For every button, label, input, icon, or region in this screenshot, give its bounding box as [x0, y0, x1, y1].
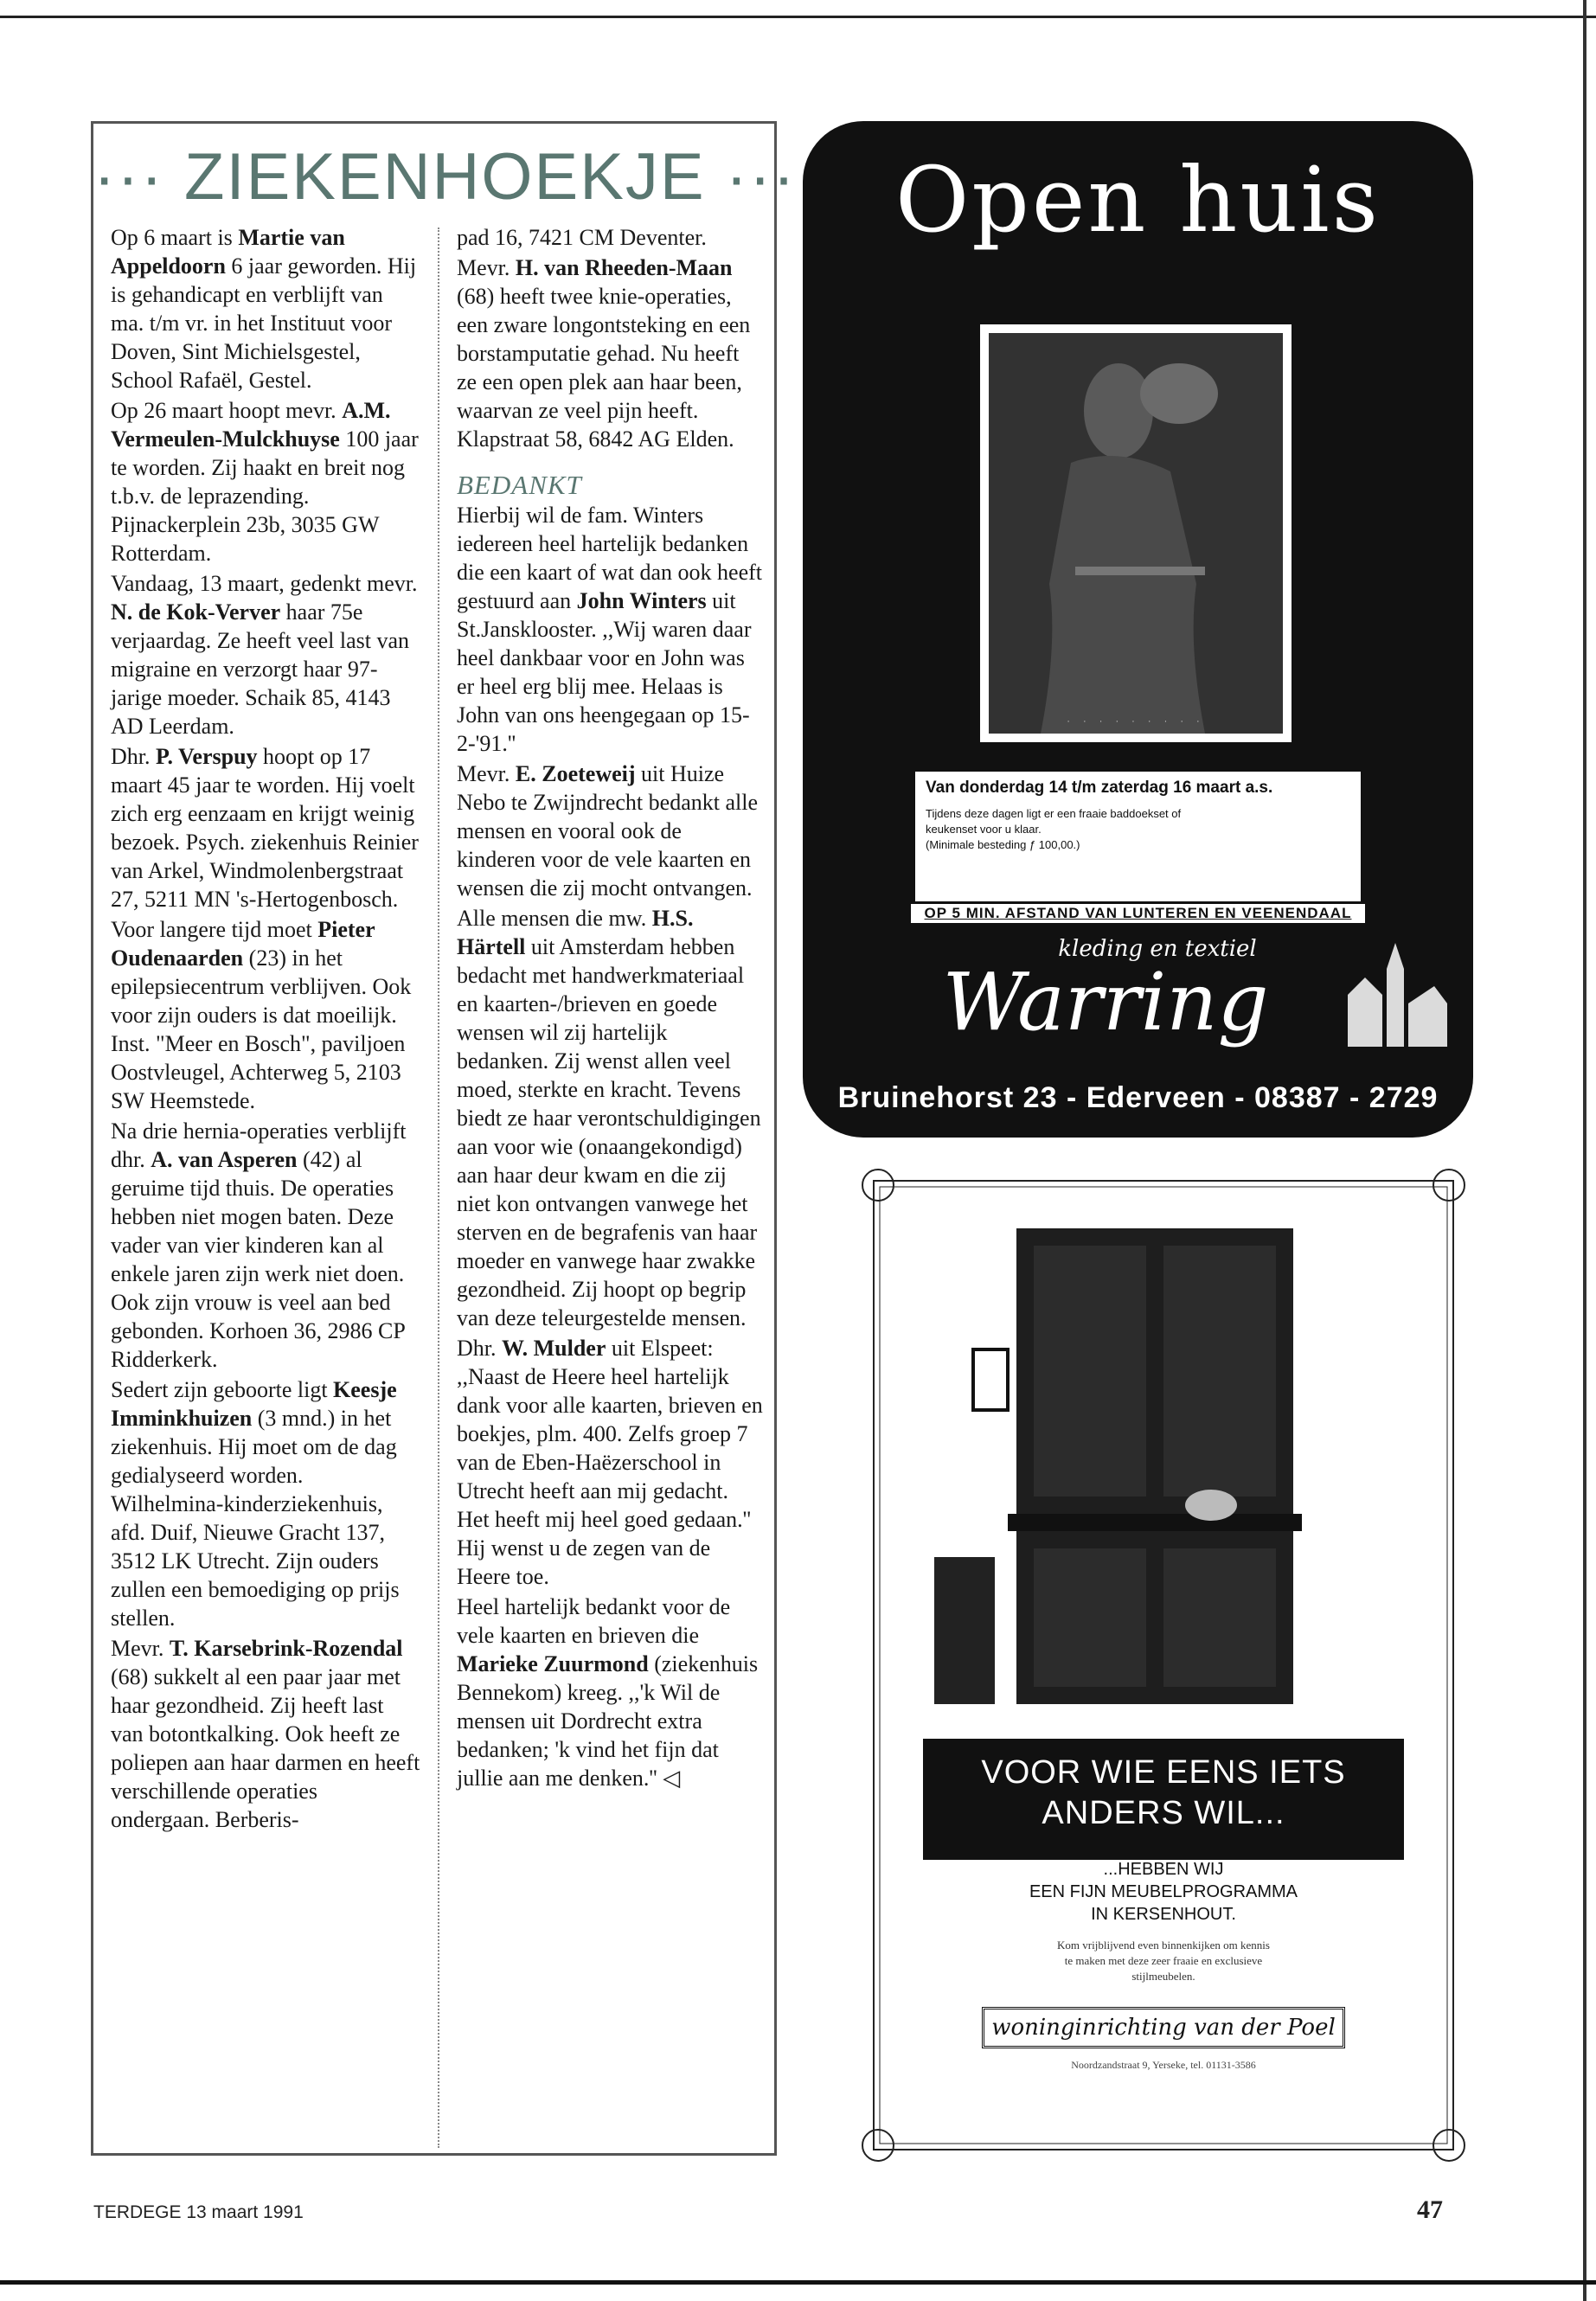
woman-flowers-photo — [980, 324, 1292, 742]
paragraph-text: Dhr. — [111, 744, 156, 769]
paragraph-text: Mevr. — [111, 1636, 170, 1661]
headline-box — [923, 1739, 1404, 1860]
paragraph-text: (68) heeft twee knie-operaties, een zware longontsteking en een borstamputatie gehad. Nu heeft ze een open plek aan haar been, waarvan ze veel pijn heeft. Klapstraat 58, 6842 AG Elden. — [457, 284, 751, 452]
paragraph-text: (3 mnd.) in het ziekenhuis. Hij moet om de dag gedialyseerd worden. Wilhelmina-kinderziekenhuis, afd. Duif, Nieuwe Gracht 137, 3512 LK Utrecht. Zijn ouders zullen een bemoediging op prijs stellen. — [111, 1406, 400, 1631]
paragraph-text: uit St.Jansklooster. ,,Wij waren daar heel dankbaar voor en John was er heel erg blij mee. Helaas is John van ons heengegaan op 15-2-'91.'' — [457, 588, 752, 756]
detail-line-3: (Minimale besteding ƒ 100,00.) — [926, 838, 1080, 851]
paragraph — [111, 742, 420, 913]
paragraph-text: Mevr. — [457, 761, 516, 786]
paragraph — [457, 1593, 764, 1792]
paragraph-text: Dhr. — [457, 1336, 502, 1361]
paragraph-text: 100 jaar te worden. Zij haakt en breit nog t.b.v. de leprazending. Pijnackerplein 23b, 3035 GW Rotterdam. — [111, 426, 419, 566]
person-name: H.S. Härtell — [457, 906, 694, 959]
left-column — [111, 223, 420, 1836]
invitation-line-1: Kom vrijblijvend even binnenkijken om kennis — [1057, 1939, 1270, 1952]
paragraph-text: Op 6 maart is — [111, 225, 239, 250]
paragraph-text: Hierbij wil de fam. Winters iedereen heel hartelijk bedanken die een kaart of wat dan ook heeft gestuurd aan — [457, 503, 763, 613]
subheadline-line-2: EEN FIJN MEUBELPROGRAMMA — [1029, 1882, 1298, 1901]
page-edge-bottom — [0, 2280, 1596, 2285]
person-name: A. van Asperen — [151, 1147, 298, 1172]
person-name: A.M. Vermeulen-Mulckhuyse — [111, 398, 391, 452]
bedankt-heading: BEDANKT — [457, 470, 582, 500]
detail-line-2: keukenset voor u klaar. — [926, 823, 1042, 836]
paragraph — [457, 253, 764, 453]
paragraph — [457, 904, 764, 1332]
paragraph-text: pad 16, 7421 CM Deventer. — [457, 225, 707, 250]
column-divider — [438, 228, 439, 2148]
van-der-poel-logo: woninginrichting van der Poel — [982, 2007, 1345, 2048]
logo-tagline: kleding en textiel — [1058, 936, 1257, 962]
furniture-address: Noordzandstraat 9, Yerseke, tel. 01131-3586 — [1071, 2059, 1256, 2071]
open-huis-details — [915, 772, 1361, 901]
person-name: T. Karsebrink-Rozendal — [169, 1636, 403, 1661]
person-name: Marieke Zuurmond — [457, 1651, 649, 1676]
paragraph-text: Op 26 maart hoopt mevr. — [111, 398, 343, 423]
paragraph-text: Voor langere tijd moet — [111, 917, 318, 942]
page-number: 47 — [1417, 2195, 1443, 2224]
person-name: H. van Rheeden-Maan — [515, 255, 733, 280]
location-strip: OP 5 MIN. AFSTAND VAN LUNTEREN EN VEENENDAAL — [911, 904, 1365, 923]
paragraph-text: Alle mensen die mw. — [457, 906, 652, 931]
paragraph-text: 6 jaar geworden. Hij is gehandicapt en verblijft van ma. t/m vr. in het Instituut voor Doven, Sint Michielsgestel, School Rafaël, Gestel. — [111, 253, 417, 393]
subheadline — [923, 1858, 1404, 1926]
svg-text:· · · · · · · · ·: · · · · · · · · · — [1067, 716, 1205, 727]
person-name: W. Mulder — [502, 1336, 606, 1361]
paragraph-text: (42) al geruime tijd thuis. De operaties hebben niet mogen baten. Deze vader van vier kinderen kan al enkele jaren zijn werk niet doen. Ook zijn vrouw is veel aan bed gebonden. Korhoen 36, 2986 CP Ridderkerk. — [111, 1147, 405, 1372]
invitation-text — [965, 1938, 1362, 1984]
paragraph-text: uit Elspeet: ,,Naast de Heere heel hartelijk dank voor alle kaarten, brieven en boekjes, plm. 400. Zelfs groep 7 van de Eben-Haëzerschool in Utrecht heeft aan mij gedacht. Het heeft mij heel goed gedaan.'' Hij wenst u de zegen van de Heere toe. — [457, 1336, 763, 1589]
paragraph-text: Mevr. — [457, 255, 516, 280]
detail-line-1: Tijdens deze dagen ligt er een fraaie baddoekset of — [926, 807, 1182, 820]
paragraph-text: (68) sukkelt al een paar jaar met haar gezondheid. Zij heeft last van botontkalking. Ook heeft ze poliepen aan haar darmen en heeft verschillende operaties ondergaan. Berberis- — [111, 1664, 420, 1832]
paragraph-text: Vandaag, 13 maart, gedenkt mevr. — [111, 571, 418, 596]
ad-title: Open huis — [894, 147, 1381, 253]
paragraph-text: Na drie hernia-operaties verblijft dhr. — [111, 1118, 407, 1172]
furniture-ad — [852, 1159, 1475, 2171]
headline-line-2: ANDERS WIL... — [1042, 1795, 1285, 1831]
person-name: N. de Kok-Verver — [111, 599, 281, 625]
ziekenhoekje-section — [91, 121, 797, 2156]
subheadline-line-1: ...HEBBEN WIJ — [1103, 1860, 1224, 1879]
paragraph — [111, 223, 420, 394]
paragraph — [111, 1375, 420, 1632]
paragraph — [111, 569, 420, 740]
person-name: P. Verspuy — [156, 744, 258, 769]
paragraph — [457, 760, 764, 902]
invitation-line-3: stijlmeubelen. — [1131, 1970, 1195, 1983]
right-column — [457, 223, 764, 1794]
right-column-top — [457, 223, 764, 453]
paragraph — [457, 223, 764, 252]
store-address: Bruinehorst 23 - Ederveen - 08387 - 2729 — [837, 1081, 1439, 1114]
paragraph-text: (ziekenhuis Bennekom) kreeg. ,,'k Wil de mensen uit Dordrecht extra bedanken; 'k vind het fijn dat jullie aan me denken.'' ◁ — [457, 1651, 759, 1791]
paragraph-text: haar 75e verjaardag. Ze heeft veel last van migraine en verzorgt haar 97-jarige moeder. Schaik 85, 4143 AD Leerdam. — [111, 599, 410, 739]
person-name: Martie van Appeldoorn — [111, 225, 345, 279]
warring-logo — [829, 926, 1452, 1055]
paragraph-text: hoopt op 17 maart 45 jaar te worden. Hij voelt zich erg eenzaam en krijgt weinig bezoek. Psych. ziekenhuis Reinier van Arkel, Windmolenbergstraat 27, 5211 MN 's-Hertogenbosch. — [111, 744, 419, 912]
paragraph — [111, 915, 420, 1115]
page-edge-right — [1583, 0, 1586, 2301]
paragraph — [457, 1334, 764, 1591]
right-column-bottom — [457, 501, 764, 1792]
headline-line-1: VOOR WIE EENS IETS — [981, 1754, 1346, 1791]
page-edge-top — [0, 16, 1596, 18]
person-name: John Winters — [576, 588, 707, 613]
paragraph-text: uit Huize Nebo te Zwijndrecht bedankt alle mensen en vooral ook de kinderen voor de vele kaarten en wensen die zij mocht ontvangen. — [457, 761, 758, 901]
invitation-line-2: te maken met deze zeer fraaie en exclusieve — [1064, 1954, 1263, 1967]
cabinet-photo — [926, 1228, 1401, 1713]
paragraph — [111, 396, 420, 567]
paragraph-text: Heel hartelijk bedankt voor de vele kaarten en brieven die — [457, 1594, 731, 1648]
paragraph-text: uit Amsterdam hebben bedacht met handwerkmateriaal en kaarten-/brieven en goede wensen wil zij hartelijk bedanken. Zij wenst allen veel moed, sterkte en kracht. Tevens biedt ze haar verontschuldigingen aan voor wie (onaangekondigd) aan haar deur kwam en die zij niet kon ontvangen vanwege het sterven en de begrafenis van haar moeder en vanwege haar zwakke gezondheid. Zij hoopt op begrip van deze teleurgestelde mensen. — [457, 934, 761, 1330]
paragraph-text: Sedert zijn geboorte ligt — [111, 1377, 334, 1402]
open-huis-ad — [803, 121, 1473, 1138]
paragraph — [111, 1634, 420, 1834]
person-name: Pieter Oudenaarden — [111, 917, 375, 971]
section-title: ··· ZIEKENHOEKJE ··· — [93, 140, 797, 214]
logo-name: Warring — [942, 956, 1269, 1048]
magazine-footer: TERDEGE 13 maart 1991 — [93, 2202, 304, 2222]
paragraph — [111, 1117, 420, 1374]
date-line: Van donderdag 14 t/m zaterdag 16 maart a.s. — [926, 779, 1273, 797]
paragraph-text: (23) in het epilepsiecentrum verblijven. Ook voor zijn ouders is dat moeilijk. Inst. "Meer en Bosch", paviljoen Oostvleugel, Achterweg 5, 2103 SW Heemstede. — [111, 945, 412, 1113]
person-name: E. Zoeteweij — [515, 761, 636, 786]
subheadline-line-3: IN KERSENHOUT. — [1091, 1905, 1236, 1924]
paragraph — [457, 501, 764, 758]
person-name: Keesje Imminkhuizen — [111, 1377, 397, 1431]
